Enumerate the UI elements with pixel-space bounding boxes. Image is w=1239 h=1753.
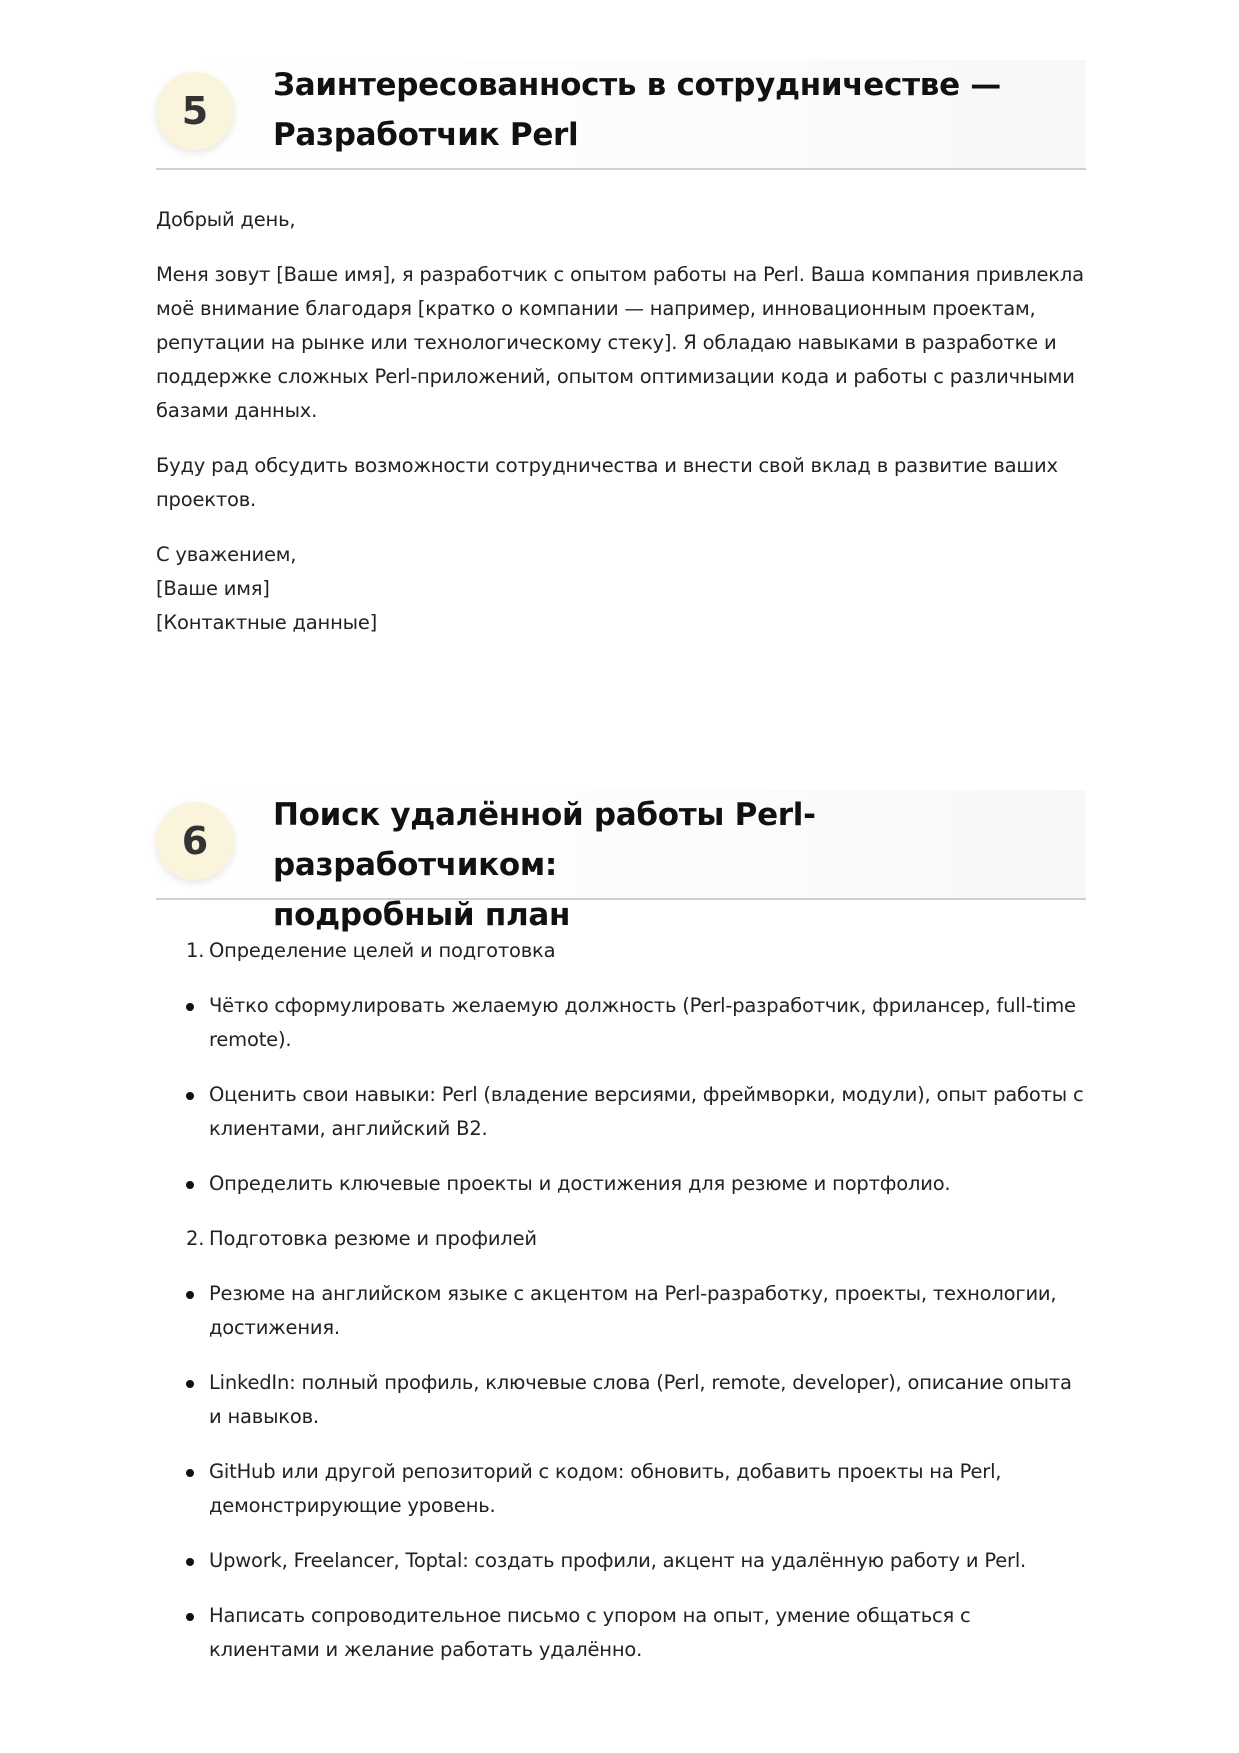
section-number-badge: 5 bbox=[156, 72, 234, 150]
bullet-list-item: GitHub или другой репозиторий с кодом: обновить, добавить проекты на Perl, демонстрирующие уровень. bbox=[156, 1455, 1086, 1523]
section-title-line: Заинтересованность в сотрудничестве — bbox=[273, 67, 1001, 103]
signature-contacts: [Контактные данные] bbox=[156, 611, 378, 634]
bullet-list-item: Резюме на английском языке с акцентом на Perl-разработку, проекты, технологии, достижения. bbox=[156, 1277, 1086, 1345]
section-5 bbox=[156, 60, 1086, 170]
bullet-list-item: Оценить свои навыки: Perl (владение версиями, фреймворки, модули), опыт работы с клиентами, английский B2. bbox=[156, 1078, 1086, 1146]
section-title-line: Разработчик Perl bbox=[273, 117, 579, 153]
section-5-header bbox=[156, 60, 1086, 170]
section-title-line: подробный план bbox=[273, 897, 571, 933]
bullet-list-item: Определить ключевые проекты и достижения для резюме и портфолио. bbox=[156, 1167, 1086, 1201]
section-6-header bbox=[156, 790, 1086, 933]
bullet-list-item: Upwork, Freelancer, Toptal: создать профили, акцент на удалённую работу и Perl. bbox=[156, 1544, 1086, 1578]
numbered-list-item: 2. Подготовка резюме и профилей bbox=[156, 1222, 1086, 1256]
closing bbox=[156, 538, 1086, 640]
greeting: Добрый день, bbox=[156, 208, 296, 231]
paragraph: Буду рад обсудить возможности сотрудничества и внести свой вклад в развитие ваших проектов. bbox=[156, 454, 1058, 511]
bullet-list-item: Чётко сформулировать желаемую должность (Perl-разработчик, фрилансер, full-time remote). bbox=[156, 989, 1086, 1057]
section-title bbox=[273, 60, 1063, 160]
plan-list-container bbox=[156, 934, 1086, 1667]
section-number-badge: 6 bbox=[156, 802, 234, 880]
section-title-line: Поиск удалённой работы Perl-разработчиком: bbox=[273, 797, 816, 883]
section-title bbox=[273, 790, 1063, 940]
bullet-list-item: LinkedIn: полный профиль, ключевые слова (Perl, remote, developer), описание опыта и навыков. bbox=[156, 1366, 1086, 1434]
bullet-list-item: Написать сопроводительное письмо с упором на опыт, умение общаться с клиентами и желание работать удалённо. bbox=[156, 1599, 1086, 1667]
numbered-list-item: 1. Определение целей и подготовка bbox=[156, 934, 1086, 968]
section-6 bbox=[156, 790, 1086, 933]
plan-list bbox=[156, 934, 1086, 1667]
letter-body bbox=[156, 203, 1086, 640]
paragraph: Меня зовут [Ваше имя], я разработчик с опытом работы на Perl. Ваша компания привлекла моё внимание благодаря [кратко о компании — например, инновационным проектам, репутации на рынке или технологическому стеку]. Я обладаю навыками в разработке и поддержке сложных Perl-приложений, опытом оптимизации кода и работы с различными базами данных. bbox=[156, 263, 1084, 422]
closing-line: С уважением, bbox=[156, 543, 297, 566]
signature-name: [Ваше имя] bbox=[156, 577, 270, 600]
